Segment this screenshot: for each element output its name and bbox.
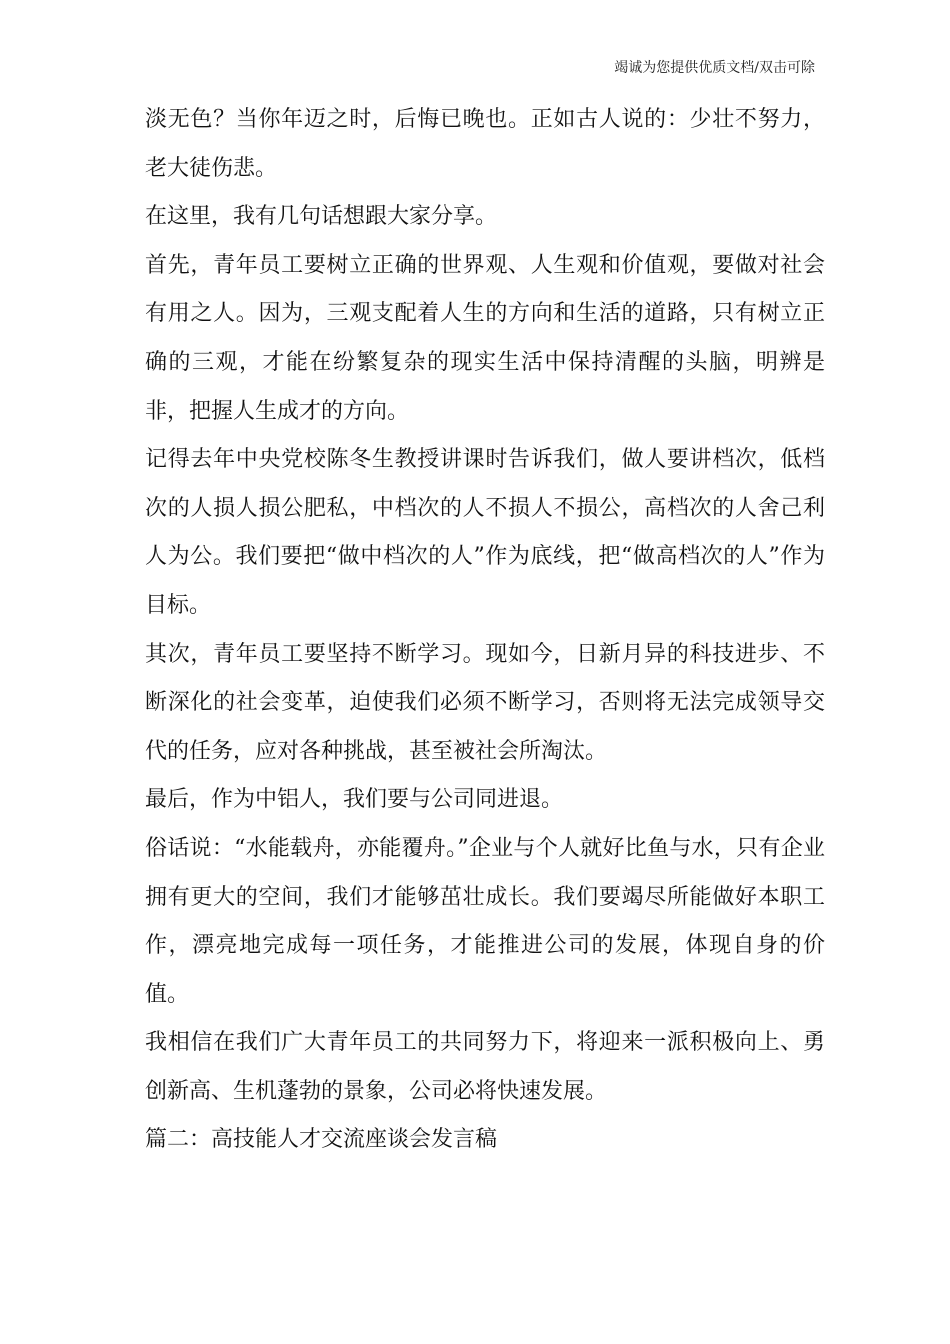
- paragraph-8: 我相信在我们广大青年员工的共同努力下，将迎来一派积极向上、勇创新高、生机蓬勃的景象，公司必将快速发展。: [145, 1030, 825, 1104]
- paragraph-5: 其次，青年员工要坚持不断学习。现如今，日新月异的科技进步、不断深化的社会变革，迫使我们必须不断学习，否则将无法完成领导交代的任务，应对各种挑战，甚至被社会所淘汰。: [145, 641, 825, 764]
- paragraph-6: 最后，作为中铝人，我们要与公司同进退。: [145, 787, 564, 813]
- section-heading: 篇二：高技能人才交流座谈会发言稿: [145, 1127, 498, 1153]
- paragraph-1: 淡无色？当你年迈之时，后悔已晚也。正如古人说的：少壮不努力，老大徒伤悲。: [145, 107, 825, 181]
- paragraph-3: 首先，青年员工要树立正确的世界观、人生观和价值观，要做对社会有用之人。因为，三观支配着人生的方向和生活的道路，只有树立正确的三观，才能在纷繁复杂的现实生活中保持清醒的头脑，明辨是非，把握人生成才的方向。: [145, 252, 825, 424]
- paragraph-7: 俗话说：“水能载舟，亦能覆舟。”企业与个人就好比鱼与水，只有企业拥有更大的空间，我们才能够茁壮成长。我们要竭尽所能做好本职工作，漂亮地完成每一项任务，才能推进公司的发展，体现自身的价值。: [145, 835, 825, 1007]
- paragraph-4: 记得去年中央党校陈冬生教授讲课时告诉我们，做人要讲档次，低档次的人损人损公肥私，中档次的人不损人不损公，高档次的人舍己利人为公。我们要把“做中档次的人”作为底线，把“做高档次的人”作为目标。: [145, 447, 825, 618]
- paragraph-2: 在这里，我有几句话想跟大家分享。: [145, 204, 498, 230]
- document-body: [145, 96, 825, 1165]
- header-note: 竭诚为您提供优质文档/双击可除: [614, 60, 815, 76]
